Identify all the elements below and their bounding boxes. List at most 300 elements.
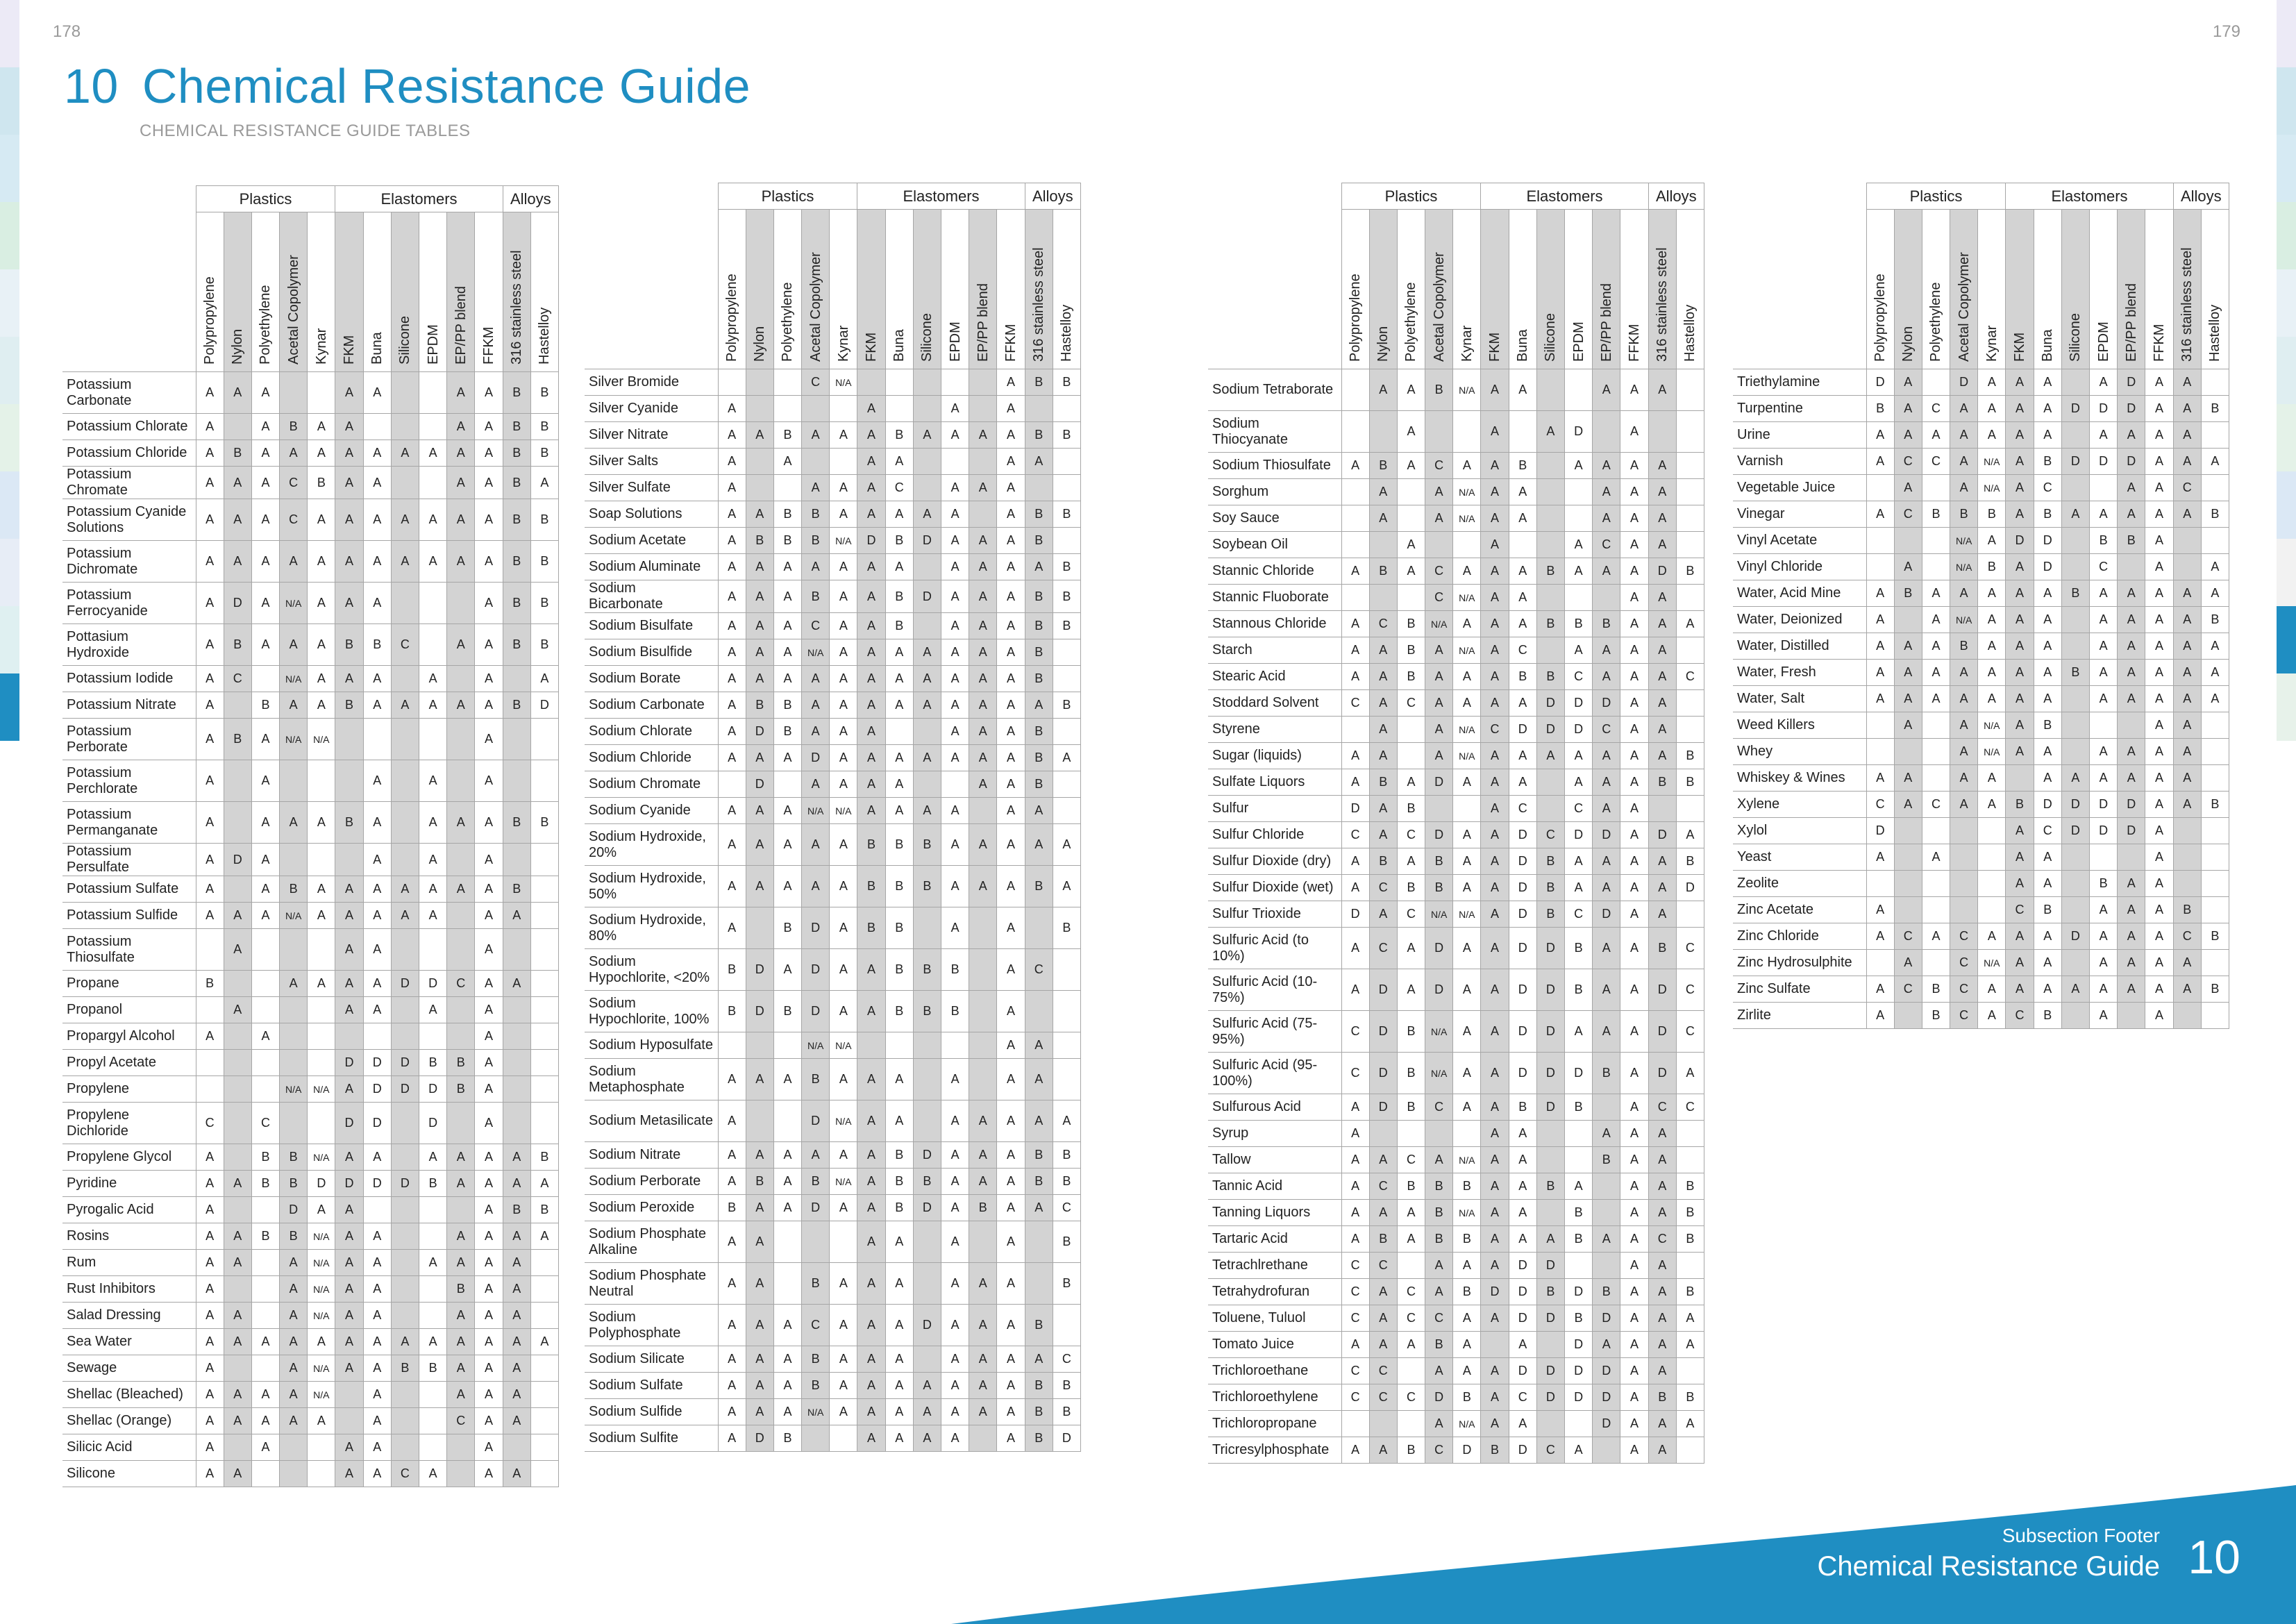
rating-cell: A (363, 1382, 391, 1408)
column-header-label: Polyethylene (780, 282, 796, 362)
rating-cell (391, 1408, 419, 1434)
edge-band (2277, 202, 2296, 269)
rating-cell: A (997, 719, 1025, 745)
rating-cell: N/A (1453, 369, 1481, 411)
rating-cell (2201, 1003, 2229, 1029)
rating-cell: A (475, 1276, 503, 1303)
rating-cell: B (1397, 796, 1425, 822)
rating-cell: A (1620, 928, 1648, 969)
rating-cell: N/A (280, 1076, 308, 1103)
rating-cell (251, 1076, 279, 1103)
chemical-name: Sodium Thiosulfate (1208, 453, 1341, 479)
rating-cell: N/A (1425, 1053, 1453, 1094)
chemical-name: Sodium Sulfite (585, 1425, 718, 1452)
rating-cell: B (802, 1169, 830, 1195)
rating-cell (419, 1408, 447, 1434)
rating-cell: A (1425, 664, 1453, 690)
rating-cell: A (941, 745, 969, 771)
rating-cell (308, 760, 335, 802)
rating-cell (913, 719, 941, 745)
rating-cell: B (1565, 611, 1593, 637)
rating-cell (1894, 607, 1922, 633)
column-header-label: FKM (2012, 332, 2028, 362)
rating-cell (1922, 554, 1950, 580)
table-row (1208, 532, 1704, 558)
rating-cell: D (1509, 1305, 1536, 1332)
rating-cell: A (475, 844, 503, 876)
chemical-name: Shellac (Bleached) (62, 1382, 196, 1408)
rating-cell (857, 369, 885, 396)
rating-cell (1536, 505, 1564, 532)
rating-cell (1676, 796, 1704, 822)
rating-cell: A (335, 1197, 363, 1223)
rating-cell (1536, 1332, 1564, 1358)
rating-cell: B (503, 499, 530, 541)
rating-cell: B (802, 580, 830, 613)
rating-cell: B (1565, 1226, 1593, 1253)
rating-cell: A (1894, 950, 1922, 976)
table-row (62, 971, 558, 997)
rating-cell: A (335, 1076, 363, 1103)
rating-cell: A (1648, 585, 1676, 611)
rating-cell: A (746, 666, 773, 692)
group-header-plastics: Plastics (1341, 183, 1481, 210)
rating-cell: A (997, 1399, 1025, 1425)
edge-band (0, 202, 19, 269)
column-header-label: Polypropylene (202, 276, 218, 365)
chemical-name: Yeast (1733, 844, 1866, 871)
rating-cell: A (308, 1408, 335, 1434)
rating-cell (773, 1263, 801, 1305)
table-row (1208, 505, 1704, 532)
rating-cell: A (941, 396, 969, 422)
rating-cell: A (447, 467, 475, 499)
rating-cell: D (1509, 1279, 1536, 1305)
rating-cell: B (1866, 396, 1894, 422)
rating-cell: D (746, 949, 773, 991)
rating-cell: B (251, 1223, 279, 1250)
rating-cell: D (308, 1171, 335, 1197)
rating-cell (1536, 369, 1564, 411)
rating-cell: C (1397, 1147, 1425, 1173)
rating-cell: B (1648, 769, 1676, 796)
rating-cell: A (2145, 554, 2173, 580)
rating-cell: A (1397, 848, 1425, 875)
rating-cell: B (1025, 1373, 1053, 1399)
rating-cell (2090, 844, 2118, 871)
rating-cell: A (969, 639, 997, 666)
rating-cell: A (1481, 369, 1509, 411)
rating-cell: A (718, 449, 746, 475)
column-header (1341, 210, 1369, 369)
rating-cell: N/A (1453, 479, 1481, 505)
rating-cell: A (2061, 501, 2089, 528)
rating-cell: A (830, 824, 857, 866)
rating-cell (391, 997, 419, 1023)
rating-cell: A (913, 501, 941, 528)
rating-cell: D (2090, 792, 2118, 818)
rating-cell: N/A (1453, 1147, 1481, 1173)
rating-cell: A (2034, 950, 2061, 976)
rating-cell: A (475, 1076, 503, 1103)
rating-cell: A (224, 1408, 251, 1434)
rating-cell: A (1481, 611, 1509, 637)
rating-cell: A (475, 1144, 503, 1171)
rating-cell: B (1565, 1200, 1593, 1226)
rating-cell: A (447, 802, 475, 844)
rating-cell: A (1866, 660, 1894, 686)
chemical-name: Silver Cyanide (585, 396, 718, 422)
rating-cell (1509, 532, 1536, 558)
rating-cell: A (913, 639, 941, 666)
rating-cell: A (363, 1355, 391, 1382)
rating-cell: A (335, 1461, 363, 1487)
chemical-name: Sodium Bicarbonate (585, 580, 718, 613)
rating-cell (530, 971, 558, 997)
column-header (746, 210, 773, 369)
rating-cell: A (363, 760, 391, 802)
rating-cell: B (503, 624, 530, 666)
rating-cell: C (1922, 449, 1950, 475)
rating-cell: A (2145, 580, 2173, 607)
page-title (64, 58, 751, 114)
rating-cell (1676, 690, 1704, 717)
rating-cell: A (224, 929, 251, 971)
rating-cell: A (1341, 1094, 1369, 1121)
rating-cell: C (1397, 1279, 1425, 1305)
rating-cell: A (718, 692, 746, 719)
rating-cell (2201, 422, 2229, 449)
rating-cell (773, 369, 801, 396)
rating-cell: B (1425, 1200, 1453, 1226)
rating-cell (913, 1346, 941, 1373)
rating-cell (1341, 369, 1369, 411)
rating-cell: A (475, 624, 503, 666)
table-row (585, 719, 1080, 745)
rating-cell: A (746, 1399, 773, 1425)
rating-cell: D (530, 692, 558, 719)
rating-cell: A (2145, 792, 2173, 818)
rating-cell: A (941, 907, 969, 949)
rating-cell: D (1481, 1279, 1509, 1305)
rating-cell (503, 1076, 530, 1103)
rating-cell: A (857, 1059, 885, 1100)
rating-cell (1369, 411, 1397, 453)
rating-cell (2090, 712, 2118, 739)
rating-cell (2201, 369, 2229, 396)
rating-cell: A (1481, 1253, 1509, 1279)
rating-cell (2201, 818, 2229, 844)
rating-cell: B (1025, 719, 1053, 745)
rating-cell (1025, 396, 1053, 422)
rating-cell: A (1565, 769, 1593, 796)
rating-cell: D (1341, 901, 1369, 928)
rating-cell: B (1025, 1305, 1053, 1346)
rating-cell: A (224, 1250, 251, 1276)
column-header-label: Polyethylene (1928, 282, 1944, 362)
rating-cell: A (857, 692, 885, 719)
table-row (585, 824, 1080, 866)
rating-cell: B (746, 528, 773, 554)
rating-cell: A (997, 866, 1025, 907)
rating-cell (1565, 369, 1593, 411)
rating-cell: A (1341, 453, 1369, 479)
chemical-name: Stannic Chloride (1208, 558, 1341, 585)
rating-cell: A (773, 449, 801, 475)
rating-cell: A (941, 554, 969, 580)
rating-cell: C (1369, 611, 1397, 637)
rating-cell: A (2173, 369, 2201, 396)
rating-cell: B (503, 1197, 530, 1223)
rating-cell (251, 1250, 279, 1276)
rating-cell: A (997, 369, 1025, 396)
rating-cell: D (802, 949, 830, 991)
rating-cell: D (1509, 1011, 1536, 1053)
rating-cell: C (1397, 690, 1425, 717)
rating-cell: C (1053, 1346, 1080, 1373)
rating-cell: B (1536, 848, 1564, 875)
table-row (1208, 796, 1704, 822)
chemical-name: Sulfur Dioxide (wet) (1208, 875, 1341, 901)
rating-cell: N/A (1453, 1200, 1481, 1226)
table-row (1208, 369, 1704, 411)
chemical-name: Tetrachlrethane (1208, 1253, 1341, 1279)
rating-cell: A (475, 760, 503, 802)
rating-cell (1341, 585, 1369, 611)
rating-cell: A (885, 1305, 913, 1346)
rating-cell (2061, 633, 2089, 660)
table-row (1733, 765, 2229, 792)
rating-cell: B (251, 1144, 279, 1171)
rating-cell (1676, 717, 1704, 743)
rating-cell (746, 475, 773, 501)
column-header-label: Buna (1515, 329, 1531, 362)
rating-cell: A (830, 1263, 857, 1305)
rating-cell: A (1648, 1253, 1676, 1279)
rating-cell (1866, 554, 1894, 580)
rating-cell: A (363, 583, 391, 624)
rating-cell: B (335, 624, 363, 666)
table-row (1208, 1384, 1704, 1411)
column-header-label: Polypropylene (724, 274, 740, 362)
rating-cell (1481, 1332, 1509, 1358)
rating-cell: A (718, 1346, 746, 1373)
rating-cell: A (335, 414, 363, 440)
column-header (475, 212, 503, 372)
rating-cell (530, 997, 558, 1023)
footer-title: Chemical Resistance Guide (1817, 1551, 2160, 1582)
table-row (1208, 1279, 1704, 1305)
rating-cell (419, 929, 447, 971)
rating-cell: A (2118, 739, 2145, 765)
column-header (1025, 210, 1053, 369)
column-header-label: FFKM (2151, 324, 2167, 362)
rating-cell: A (1369, 1332, 1397, 1358)
rating-cell (503, 719, 530, 760)
chemical-name: Pyridine (62, 1171, 196, 1197)
rating-cell (280, 997, 308, 1023)
rating-cell: A (1866, 422, 1894, 449)
rating-cell (308, 1050, 335, 1076)
rating-cell: A (830, 613, 857, 639)
rating-cell (1648, 411, 1676, 453)
header-spacer (1208, 210, 1341, 369)
rating-cell: A (251, 499, 279, 541)
rating-cell (251, 971, 279, 997)
rating-cell: A (830, 639, 857, 666)
rating-cell (503, 1023, 530, 1050)
rating-cell: A (503, 1461, 530, 1487)
rating-cell: B (280, 1171, 308, 1197)
rating-cell: A (2090, 660, 2118, 686)
rating-cell: A (2118, 686, 2145, 712)
rating-cell (503, 1103, 530, 1144)
rating-cell: A (1481, 1173, 1509, 1200)
rating-cell: A (773, 745, 801, 771)
rating-cell (251, 1197, 279, 1223)
rating-cell: N/A (308, 1144, 335, 1171)
rating-cell: A (885, 501, 913, 528)
rating-cell: A (1369, 1147, 1397, 1173)
rating-cell (1593, 1094, 1620, 1121)
rating-cell: D (419, 1103, 447, 1144)
rating-cell: A (1341, 1332, 1369, 1358)
rating-cell: A (830, 907, 857, 949)
rating-cell: A (1894, 554, 1922, 580)
rating-cell: D (419, 1076, 447, 1103)
rating-cell: D (746, 719, 773, 745)
rating-cell: A (363, 440, 391, 467)
rating-cell: C (1509, 1384, 1536, 1411)
rating-cell: A (335, 541, 363, 583)
rating-cell: A (1894, 633, 1922, 660)
rating-cell: A (857, 639, 885, 666)
rating-cell: C (1593, 532, 1620, 558)
rating-cell: A (746, 613, 773, 639)
rating-cell: A (1425, 505, 1453, 532)
rating-cell: A (363, 1250, 391, 1276)
rating-cell: A (1341, 928, 1369, 969)
rating-cell: A (530, 1171, 558, 1197)
rating-cell: A (1481, 796, 1509, 822)
rating-cell: A (2145, 449, 2173, 475)
rating-cell (447, 1023, 475, 1050)
rating-cell: A (746, 1142, 773, 1169)
column-header-label: EP/PP blend (975, 283, 991, 362)
chemical-name: Propylene Dichloride (62, 1103, 196, 1144)
rating-cell: A (1397, 453, 1425, 479)
rating-cell: B (773, 528, 801, 554)
table-row (62, 760, 558, 802)
rating-cell (391, 844, 419, 876)
rating-cell: A (1481, 1121, 1509, 1147)
rating-cell (1053, 449, 1080, 475)
rating-cell: A (1565, 875, 1593, 901)
rating-cell: A (2006, 501, 2034, 528)
page-number-right: 179 (2212, 22, 2240, 41)
table-row (585, 1305, 1080, 1346)
rating-cell: A (1866, 607, 1894, 633)
rating-cell: B (913, 949, 941, 991)
rating-cell: A (503, 1276, 530, 1303)
column-header (1620, 210, 1648, 369)
rating-cell: A (224, 1171, 251, 1197)
rating-cell: A (2145, 844, 2173, 871)
rating-cell: B (1025, 1169, 1053, 1195)
column-header-label: 316 stainless steel (509, 250, 525, 365)
rating-cell (1536, 1121, 1564, 1147)
rating-cell: D (1648, 969, 1676, 1011)
rating-cell: D (2090, 818, 2118, 844)
rating-cell: A (773, 1373, 801, 1399)
rating-cell: A (802, 771, 830, 798)
rating-cell: B (1676, 1226, 1704, 1253)
rating-cell: A (475, 440, 503, 467)
rating-cell: A (1950, 396, 1978, 422)
rating-cell: B (1676, 1279, 1704, 1305)
rating-cell: B (1453, 1384, 1481, 1411)
rating-cell: D (1509, 717, 1536, 743)
rating-cell (913, 1032, 941, 1059)
rating-cell: B (1536, 1279, 1564, 1305)
rating-cell: A (2173, 976, 2201, 1003)
column-header (1053, 210, 1080, 369)
rating-cell: A (1397, 1200, 1425, 1226)
rating-cell: A (196, 1408, 224, 1434)
table-row (585, 1142, 1080, 1169)
rating-cell: B (885, 1142, 913, 1169)
rating-cell: A (475, 971, 503, 997)
rating-cell: A (718, 396, 746, 422)
rating-cell: N/A (280, 719, 308, 760)
rating-cell: B (885, 907, 913, 949)
rating-cell (2118, 554, 2145, 580)
rating-cell (2201, 528, 2229, 554)
rating-cell (1922, 950, 1950, 976)
chemical-name: Sodium Phosphate Alkaline (585, 1221, 718, 1263)
rating-cell (1053, 719, 1080, 745)
rating-cell: C (1676, 969, 1704, 1011)
rating-cell: A (1922, 923, 1950, 950)
rating-cell: A (885, 666, 913, 692)
rating-cell: C (1481, 717, 1509, 743)
rating-cell: A (969, 554, 997, 580)
rating-cell: A (475, 1050, 503, 1076)
rating-cell: A (2034, 976, 2061, 1003)
rating-cell: A (718, 1169, 746, 1195)
rating-cell: B (885, 824, 913, 866)
rating-cell: D (1425, 822, 1453, 848)
rating-cell: A (447, 1171, 475, 1197)
rating-cell: A (224, 1223, 251, 1250)
rating-cell: D (2006, 528, 2034, 554)
rating-cell (447, 929, 475, 971)
table-row (1208, 411, 1704, 453)
rating-cell: A (997, 745, 1025, 771)
rating-cell: A (2173, 950, 2201, 976)
rating-cell: A (280, 1408, 308, 1434)
rating-cell (2061, 528, 2089, 554)
chemical-name: Tetrahydrofuran (1208, 1279, 1341, 1305)
rating-cell: A (1369, 637, 1397, 664)
rating-cell: A (280, 1250, 308, 1276)
rating-cell: A (419, 903, 447, 929)
rating-cell: A (1369, 369, 1397, 411)
rating-cell: A (941, 1169, 969, 1195)
chemical-name: Tomato Juice (1208, 1332, 1341, 1358)
column-header (1509, 210, 1536, 369)
rating-cell (530, 1408, 558, 1434)
